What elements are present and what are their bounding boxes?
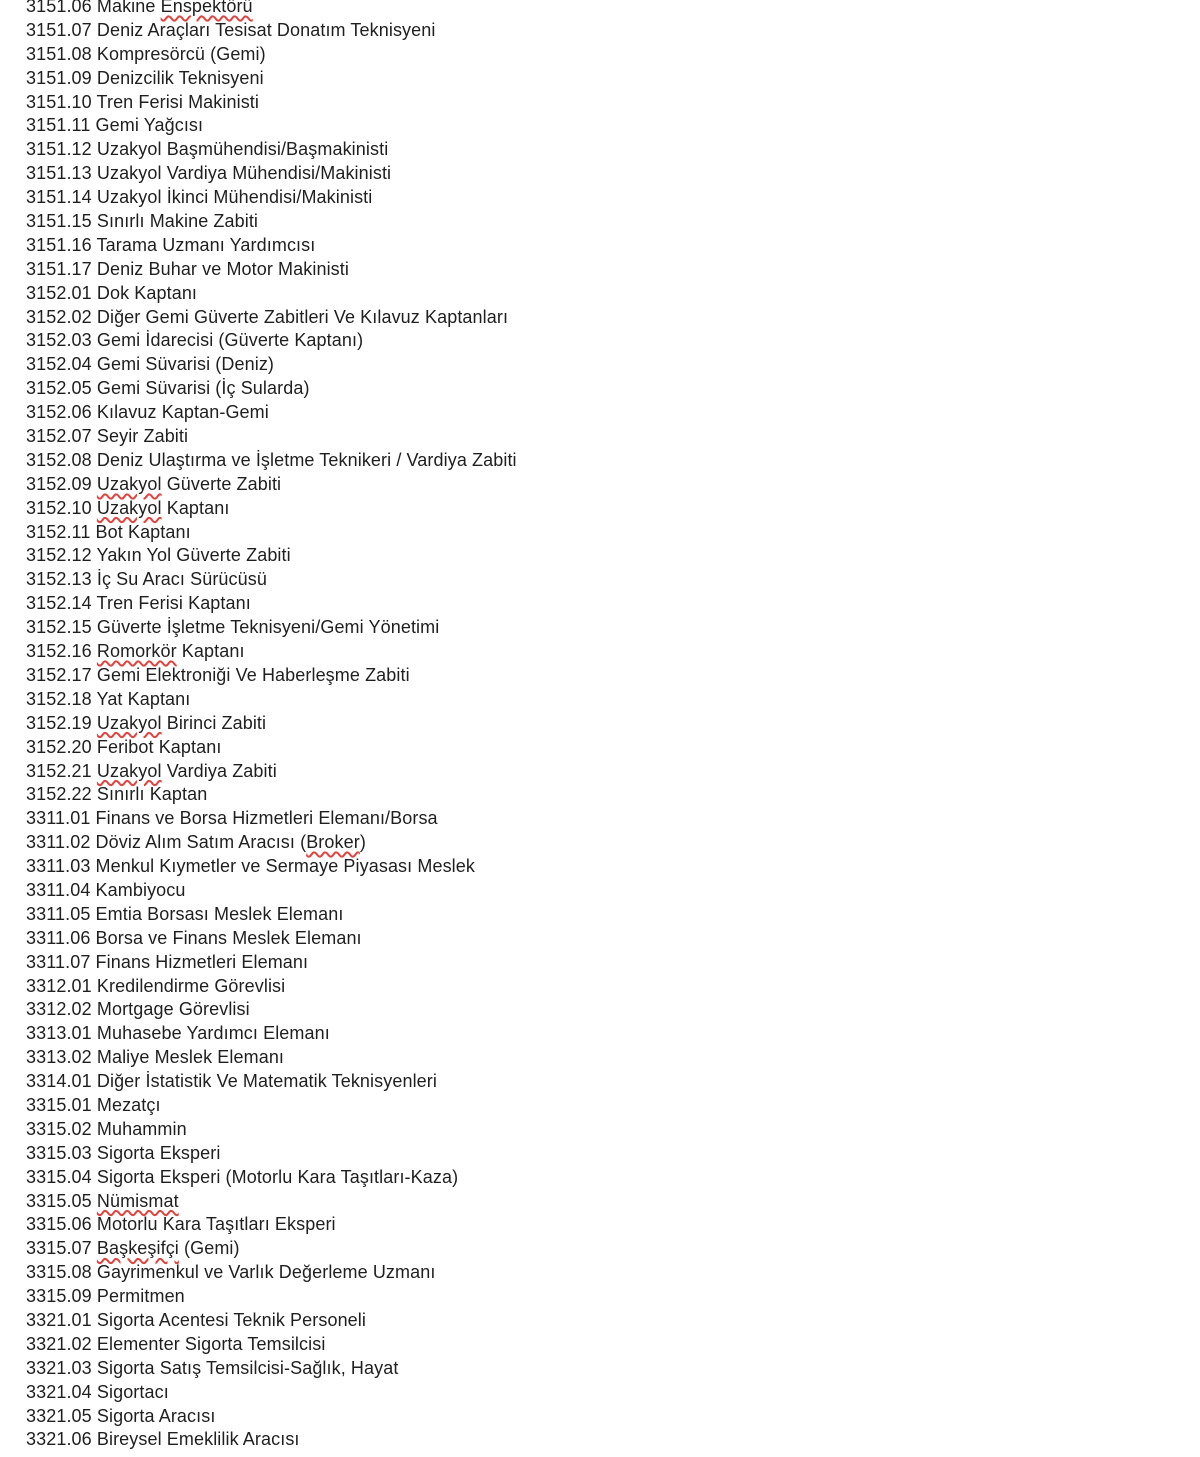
occupation-code: 3321.01 bbox=[26, 1309, 92, 1330]
list-item bbox=[26, 855, 1176, 879]
occupation-code: 3151.14 bbox=[26, 187, 92, 208]
list-item bbox=[26, 473, 1176, 497]
occupation-title: Kredilendirme Görevlisi bbox=[96, 975, 286, 996]
occupation-title: Güverte Zabiti bbox=[161, 473, 282, 494]
spellcheck-flagged-word: Uzakyol bbox=[96, 497, 162, 518]
occupation-title: (Gemi) bbox=[178, 1238, 240, 1259]
occupation-code: 3152.10 bbox=[26, 497, 92, 518]
list-item bbox=[26, 903, 1176, 927]
occupation-code: 3321.05 bbox=[26, 1405, 92, 1426]
list-item bbox=[26, 258, 1176, 282]
occupation-title: Kaptanı bbox=[176, 641, 245, 662]
occupation-code: 3152.13 bbox=[26, 569, 92, 590]
occupation-code: 3151.17 bbox=[26, 258, 92, 279]
occupation-code: 3311.06 bbox=[26, 927, 91, 948]
occupation-title: Deniz Ulaştırma ve İşletme Teknikeri / Vardiya Zabiti bbox=[96, 449, 517, 470]
occupation-code: 3311.03 bbox=[26, 856, 91, 877]
occupation-code: 3151.06 bbox=[26, 0, 92, 16]
list-item bbox=[26, 592, 1176, 616]
occupation-code: 3152.16 bbox=[26, 641, 92, 662]
occupation-title: Sınırlı Kaptan bbox=[96, 784, 208, 805]
spellcheck-flagged-word: Romorkör bbox=[96, 641, 177, 662]
occupation-title: Finans Hizmetleri Elemanı bbox=[95, 951, 309, 972]
occupation-code: 3321.02 bbox=[26, 1333, 92, 1354]
occupation-title: Diğer Gemi Güverte Zabitleri Ve Kılavuz Kaptanları bbox=[96, 306, 509, 327]
list-item bbox=[26, 544, 1176, 568]
occupation-code: 3152.07 bbox=[26, 426, 92, 447]
spellcheck-flagged-word: Broker bbox=[306, 832, 360, 853]
occupation-title: Diğer İstatistik Ve Matematik Teknisyenleri bbox=[96, 1071, 437, 1092]
occupation-title: Sigorta Eksperi (Motorlu Kara Taşıtları-Kaza) bbox=[96, 1166, 459, 1187]
list-item bbox=[26, 688, 1176, 712]
occupation-title: Döviz Alım Satım Aracısı ( bbox=[95, 832, 307, 853]
list-item bbox=[26, 425, 1176, 449]
occupation-title: Sigorta Aracısı bbox=[96, 1405, 216, 1426]
occupation-title: Sigortacı bbox=[96, 1381, 169, 1402]
occupation-title: Sigorta Acentesi Teknik Personeli bbox=[96, 1309, 366, 1330]
occupation-code: 3152.15 bbox=[26, 617, 92, 638]
list-item bbox=[26, 1190, 1176, 1214]
occupation-title: Gemi Süvarisi (İç Sularda) bbox=[96, 378, 310, 399]
list-item bbox=[26, 1094, 1176, 1118]
occupation-code: 3152.04 bbox=[26, 354, 92, 375]
occupation-title: Kambiyocu bbox=[95, 879, 186, 900]
list-item bbox=[26, 1309, 1176, 1333]
occupation-title: Gemi Elektroniği Ve Haberleşme Zabiti bbox=[96, 664, 410, 685]
occupation-title: Maliye Meslek Elemanı bbox=[96, 1047, 285, 1068]
occupation-title: Denizcilik Teknisyeni bbox=[96, 67, 264, 88]
list-item bbox=[26, 186, 1176, 210]
occupation-title: Permitmen bbox=[96, 1286, 185, 1307]
occupation-code: 3152.05 bbox=[26, 378, 92, 399]
occupation-code: 3321.06 bbox=[26, 1429, 92, 1450]
list-item bbox=[26, 712, 1176, 736]
occupation-code: 3151.09 bbox=[26, 67, 92, 88]
list-item bbox=[26, 998, 1176, 1022]
occupation-code: 3151.15 bbox=[26, 211, 92, 232]
occupation-code: 3313.02 bbox=[26, 1047, 92, 1068]
list-item bbox=[26, 497, 1176, 521]
occupation-code: 3311.05 bbox=[26, 903, 91, 924]
occupation-code: 3312.02 bbox=[26, 999, 92, 1020]
occupation-code: 3311.04 bbox=[26, 879, 91, 900]
document-body[interactable] bbox=[26, 0, 1176, 1452]
list-item bbox=[26, 1285, 1176, 1309]
occupation-code: 3151.12 bbox=[26, 139, 92, 160]
occupation-code: 3152.12 bbox=[26, 545, 92, 566]
occupation-title: İç Su Aracı Sürücüsü bbox=[96, 569, 267, 590]
list-item bbox=[26, 329, 1176, 353]
list-item bbox=[26, 760, 1176, 784]
list-item bbox=[26, 1070, 1176, 1094]
occupation-code: 3315.02 bbox=[26, 1118, 92, 1139]
list-item bbox=[26, 210, 1176, 234]
occupation-code: 3152.08 bbox=[26, 449, 92, 470]
occupation-code: 3151.16 bbox=[26, 234, 92, 255]
list-item bbox=[26, 1022, 1176, 1046]
list-item bbox=[26, 234, 1176, 258]
occupation-code: 3311.07 bbox=[26, 951, 91, 972]
occupation-code: 3152.21 bbox=[26, 760, 92, 781]
occupation-title: Borsa ve Finans Meslek Elemanı bbox=[95, 927, 362, 948]
occupation-code: 3152.17 bbox=[26, 664, 92, 685]
occupation-title: Tarama Uzmanı Yardımcısı bbox=[96, 234, 316, 255]
occupation-title: Tren Ferisi Kaptanı bbox=[96, 593, 251, 614]
occupation-title: Menkul Kıymetler ve Sermaye Piyasası Meslek bbox=[95, 856, 475, 877]
occupation-title: ) bbox=[359, 832, 366, 853]
occupation-title: Kompresörcü (Gemi) bbox=[96, 43, 266, 64]
list-item bbox=[26, 1428, 1176, 1452]
occupation-title: Deniz Araçları Tesisat Donatım Teknisyeni bbox=[96, 19, 436, 40]
list-item bbox=[26, 449, 1176, 473]
occupation-code: 3315.03 bbox=[26, 1142, 92, 1163]
occupation-code: 3314.01 bbox=[26, 1071, 92, 1092]
spellcheck-flagged-word: Nümismat bbox=[96, 1190, 179, 1211]
occupation-code: 3152.02 bbox=[26, 306, 92, 327]
occupation-code: 3315.04 bbox=[26, 1166, 92, 1187]
occupation-title: Kılavuz Kaptan-Gemi bbox=[96, 402, 269, 423]
list-item bbox=[26, 568, 1176, 592]
occupation-title: Gemi Yağcısı bbox=[95, 115, 204, 136]
list-item bbox=[26, 377, 1176, 401]
occupation-code: 3151.11 bbox=[26, 115, 91, 136]
occupation-code: 3152.18 bbox=[26, 688, 92, 709]
occupation-code: 3152.19 bbox=[26, 712, 92, 733]
occupation-title: Bireysel Emeklilik Aracısı bbox=[96, 1429, 300, 1450]
occupation-code: 3151.13 bbox=[26, 163, 92, 184]
occupation-code: 3321.04 bbox=[26, 1381, 92, 1402]
occupation-code: 3315.07 bbox=[26, 1238, 92, 1259]
list-item bbox=[26, 114, 1176, 138]
occupation-title: Motorlu Kara Taşıtları Eksperi bbox=[96, 1214, 336, 1235]
occupation-code: 3315.08 bbox=[26, 1262, 92, 1283]
list-item bbox=[26, 521, 1176, 545]
occupation-title: Güverte İşletme Teknisyeni/Gemi Yönetimi bbox=[96, 617, 440, 638]
occupation-title: Birinci Zabiti bbox=[161, 712, 267, 733]
spellcheck-flagged-word: Uzakyol bbox=[96, 473, 162, 494]
list-item bbox=[26, 975, 1176, 999]
list-item bbox=[26, 1333, 1176, 1357]
occupation-title: Muhammin bbox=[96, 1118, 187, 1139]
list-item bbox=[26, 19, 1176, 43]
occupation-title: Deniz Buhar ve Motor Makinisti bbox=[96, 258, 349, 279]
list-item bbox=[26, 831, 1176, 855]
list-item bbox=[26, 783, 1176, 807]
list-item bbox=[26, 282, 1176, 306]
spellcheck-flagged-word: Uzakyol bbox=[96, 712, 162, 733]
occupation-title: Seyir Zabiti bbox=[96, 426, 189, 447]
occupation-code: 3152.22 bbox=[26, 784, 92, 805]
occupation-title: Finans ve Borsa Hizmetleri Elemanı/Borsa bbox=[95, 808, 438, 829]
occupation-title: Uzakyol Vardiya Mühendisi/Makinisti bbox=[96, 163, 392, 184]
occupation-title: Sınırlı Makine Zabiti bbox=[96, 211, 259, 232]
occupation-title: Uzakyol İkinci Mühendisi/Makinisti bbox=[96, 187, 373, 208]
list-item bbox=[26, 1237, 1176, 1261]
list-item bbox=[26, 67, 1176, 91]
list-item bbox=[26, 306, 1176, 330]
list-item bbox=[26, 162, 1176, 186]
occupation-code: 3315.06 bbox=[26, 1214, 92, 1235]
occupation-title: Bot Kaptanı bbox=[95, 521, 191, 542]
occupation-code: 3152.20 bbox=[26, 736, 92, 757]
occupation-code: 3315.09 bbox=[26, 1286, 92, 1307]
list-item bbox=[26, 0, 1176, 19]
list-item bbox=[26, 1118, 1176, 1142]
occupation-title: Mezatçı bbox=[96, 1094, 161, 1115]
list-item bbox=[26, 879, 1176, 903]
occupation-title: Sigorta Satış Temsilcisi-Sağlık, Hayat bbox=[96, 1357, 399, 1378]
occupation-title: Dok Kaptanı bbox=[96, 282, 198, 303]
occupation-title: Feribot Kaptanı bbox=[96, 736, 222, 757]
occupation-code: 3311.01 bbox=[26, 808, 91, 829]
occupation-code: 3151.10 bbox=[26, 91, 92, 112]
list-item bbox=[26, 138, 1176, 162]
spellcheck-flagged-word: Başkeşifçi bbox=[96, 1238, 179, 1259]
occupation-code: 3315.05 bbox=[26, 1190, 92, 1211]
list-item bbox=[26, 43, 1176, 67]
occupation-code: 3315.01 bbox=[26, 1094, 92, 1115]
occupation-code: 3313.01 bbox=[26, 1023, 92, 1044]
occupation-code: 3151.07 bbox=[26, 19, 92, 40]
occupation-code: 3321.03 bbox=[26, 1357, 92, 1378]
occupation-code: 3152.01 bbox=[26, 282, 92, 303]
occupation-title: Gayrimenkul ve Varlık Değerleme Uzmanı bbox=[96, 1262, 436, 1283]
spellcheck-flagged-word: Uzakyol bbox=[96, 760, 162, 781]
occupation-code: 3312.01 bbox=[26, 975, 92, 996]
list-item bbox=[26, 927, 1176, 951]
list-item bbox=[26, 807, 1176, 831]
occupation-code: 3152.14 bbox=[26, 593, 92, 614]
occupation-title: Muhasebe Yardımcı Elemanı bbox=[96, 1023, 330, 1044]
occupation-title: Gemi İdarecisi (Güverte Kaptanı) bbox=[96, 330, 364, 351]
list-item bbox=[26, 616, 1176, 640]
list-item bbox=[26, 1213, 1176, 1237]
occupation-title: Uzakyol Başmühendisi/Başmakinisti bbox=[96, 139, 389, 160]
occupation-title: Tren Ferisi Makinisti bbox=[96, 91, 260, 112]
list-item bbox=[26, 1166, 1176, 1190]
spellcheck-flagged-word: Enspektörü bbox=[160, 0, 253, 16]
list-item bbox=[26, 1381, 1176, 1405]
occupation-code: 3152.11 bbox=[26, 521, 91, 542]
list-item bbox=[26, 1405, 1176, 1429]
occupation-title: Kaptanı bbox=[161, 497, 230, 518]
occupation-title: Vardiya Zabiti bbox=[161, 760, 277, 781]
list-item bbox=[26, 736, 1176, 760]
occupation-code: 3152.03 bbox=[26, 330, 92, 351]
occupation-code: 3151.08 bbox=[26, 43, 92, 64]
list-item bbox=[26, 1357, 1176, 1381]
list-item bbox=[26, 951, 1176, 975]
occupation-title: Emtia Borsası Meslek Elemanı bbox=[95, 903, 344, 924]
list-item bbox=[26, 401, 1176, 425]
occupation-title: Makine bbox=[96, 0, 161, 16]
occupation-title: Elementer Sigorta Temsilcisi bbox=[96, 1333, 326, 1354]
occupation-title: Yakın Yol Güverte Zabiti bbox=[96, 545, 291, 566]
list-item bbox=[26, 664, 1176, 688]
list-item bbox=[26, 640, 1176, 664]
occupation-title: Sigorta Eksperi bbox=[96, 1142, 221, 1163]
occupation-title: Mortgage Görevlisi bbox=[96, 999, 250, 1020]
list-item bbox=[26, 353, 1176, 377]
occupation-code: 3152.06 bbox=[26, 402, 92, 423]
list-item bbox=[26, 1046, 1176, 1070]
occupation-title: Gemi Süvarisi (Deniz) bbox=[96, 354, 275, 375]
occupation-code: 3311.02 bbox=[26, 832, 91, 853]
occupation-code: 3152.09 bbox=[26, 473, 92, 494]
occupation-title: Yat Kaptanı bbox=[96, 688, 191, 709]
list-item bbox=[26, 1261, 1176, 1285]
list-item bbox=[26, 91, 1176, 115]
list-item bbox=[26, 1142, 1176, 1166]
